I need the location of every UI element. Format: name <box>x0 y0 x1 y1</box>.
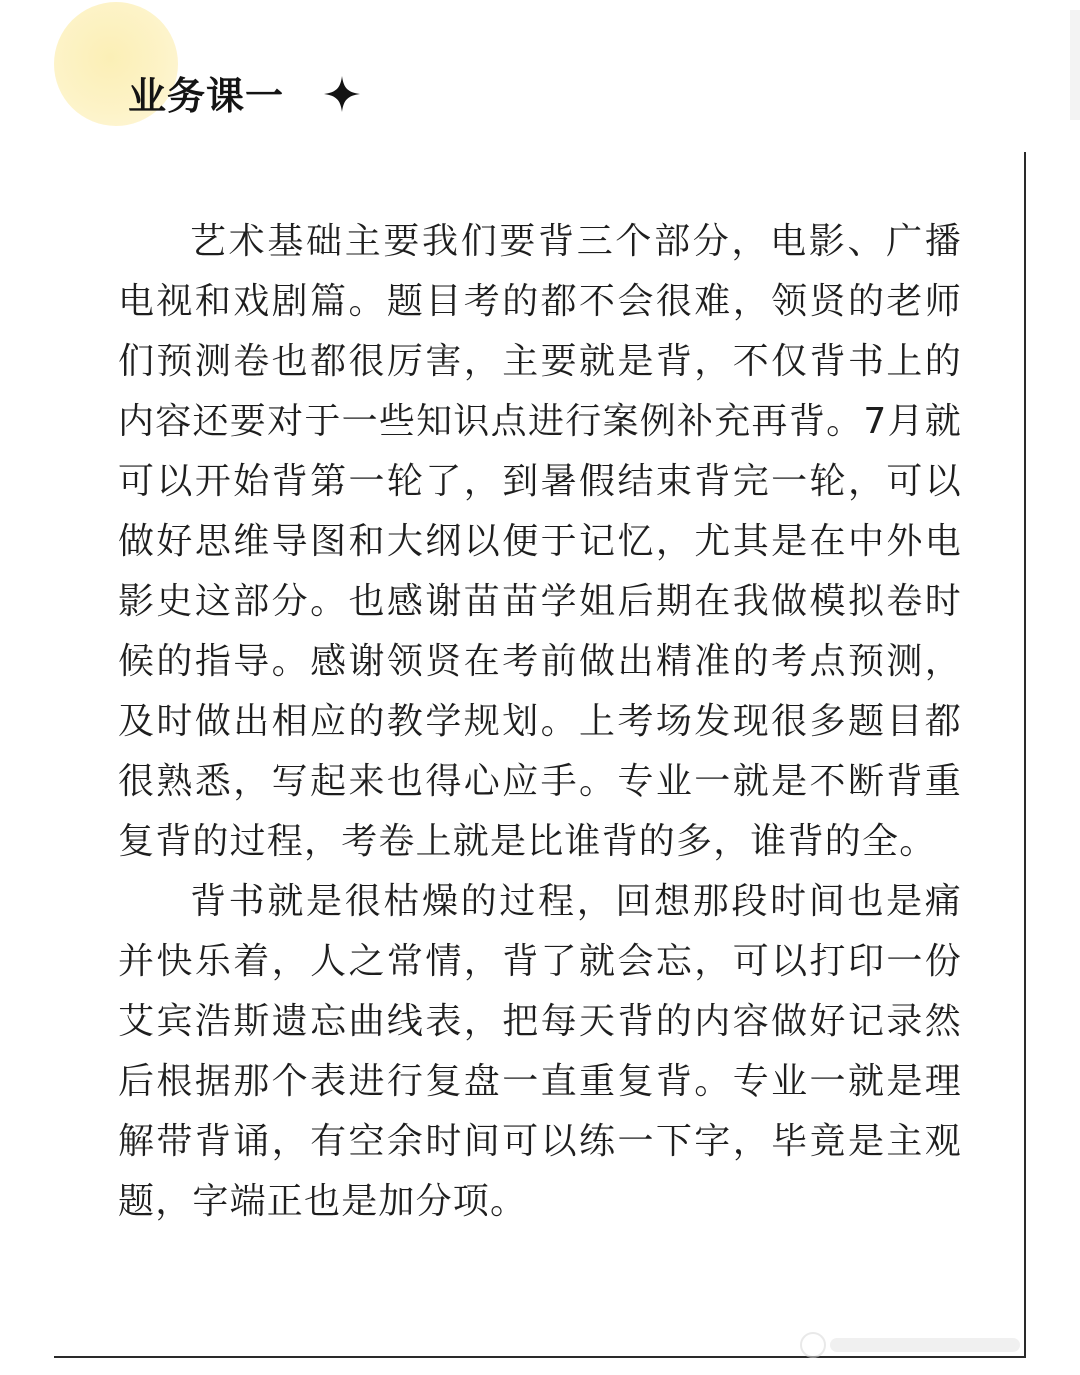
watermark-text-blur <box>830 1338 1020 1352</box>
frame-right-border <box>1024 152 1026 1358</box>
article-body <box>118 212 962 1232</box>
watermark-logo-icon <box>800 1332 826 1358</box>
edge-shadow <box>1070 10 1080 120</box>
paragraph-1: 艺术基础主要我们要背三个部分，电影、广播电视和戏剧篇。题目考的都不会很难，领贤的老师们预测卷也都很厉害，主要就是背，不仅背书上的内容还要对于一些知识点进行案例补充再背。7月就可以开始背第一轮了，到暑假结束背完一轮，可以做好思维导图和大纲以便于记忆，尤其是在中外电影史这部分。也感谢苗苗学姐后期在我做模拟卷时候的指导。感谢领贤在考前做出精准的考点预测，及时做出相应的教学规划。上考场发现很多题目都很熟悉，写起来也得心应手。专业一就是不断背重复背的过程，考卷上就是比谁背的多，谁背的全。 <box>118 221 962 862</box>
watermark <box>800 1330 1020 1360</box>
four-point-star-icon <box>324 76 360 112</box>
paragraph-2: 背书就是很枯燥的过程，回想那段时间也是痛并快乐着，人之常情，背了就会忘，可以打印一份艾宾浩斯遗忘曲线表，把每天背的内容做好记录然后根据那个表进行复盘一直重复背。专业一就是理解带背诵，有空余时间可以练一下字，毕竟是主观题，字端正也是加分项。 <box>118 881 962 1222</box>
section-title: 业务课一 <box>128 73 285 118</box>
section-header <box>128 62 360 122</box>
